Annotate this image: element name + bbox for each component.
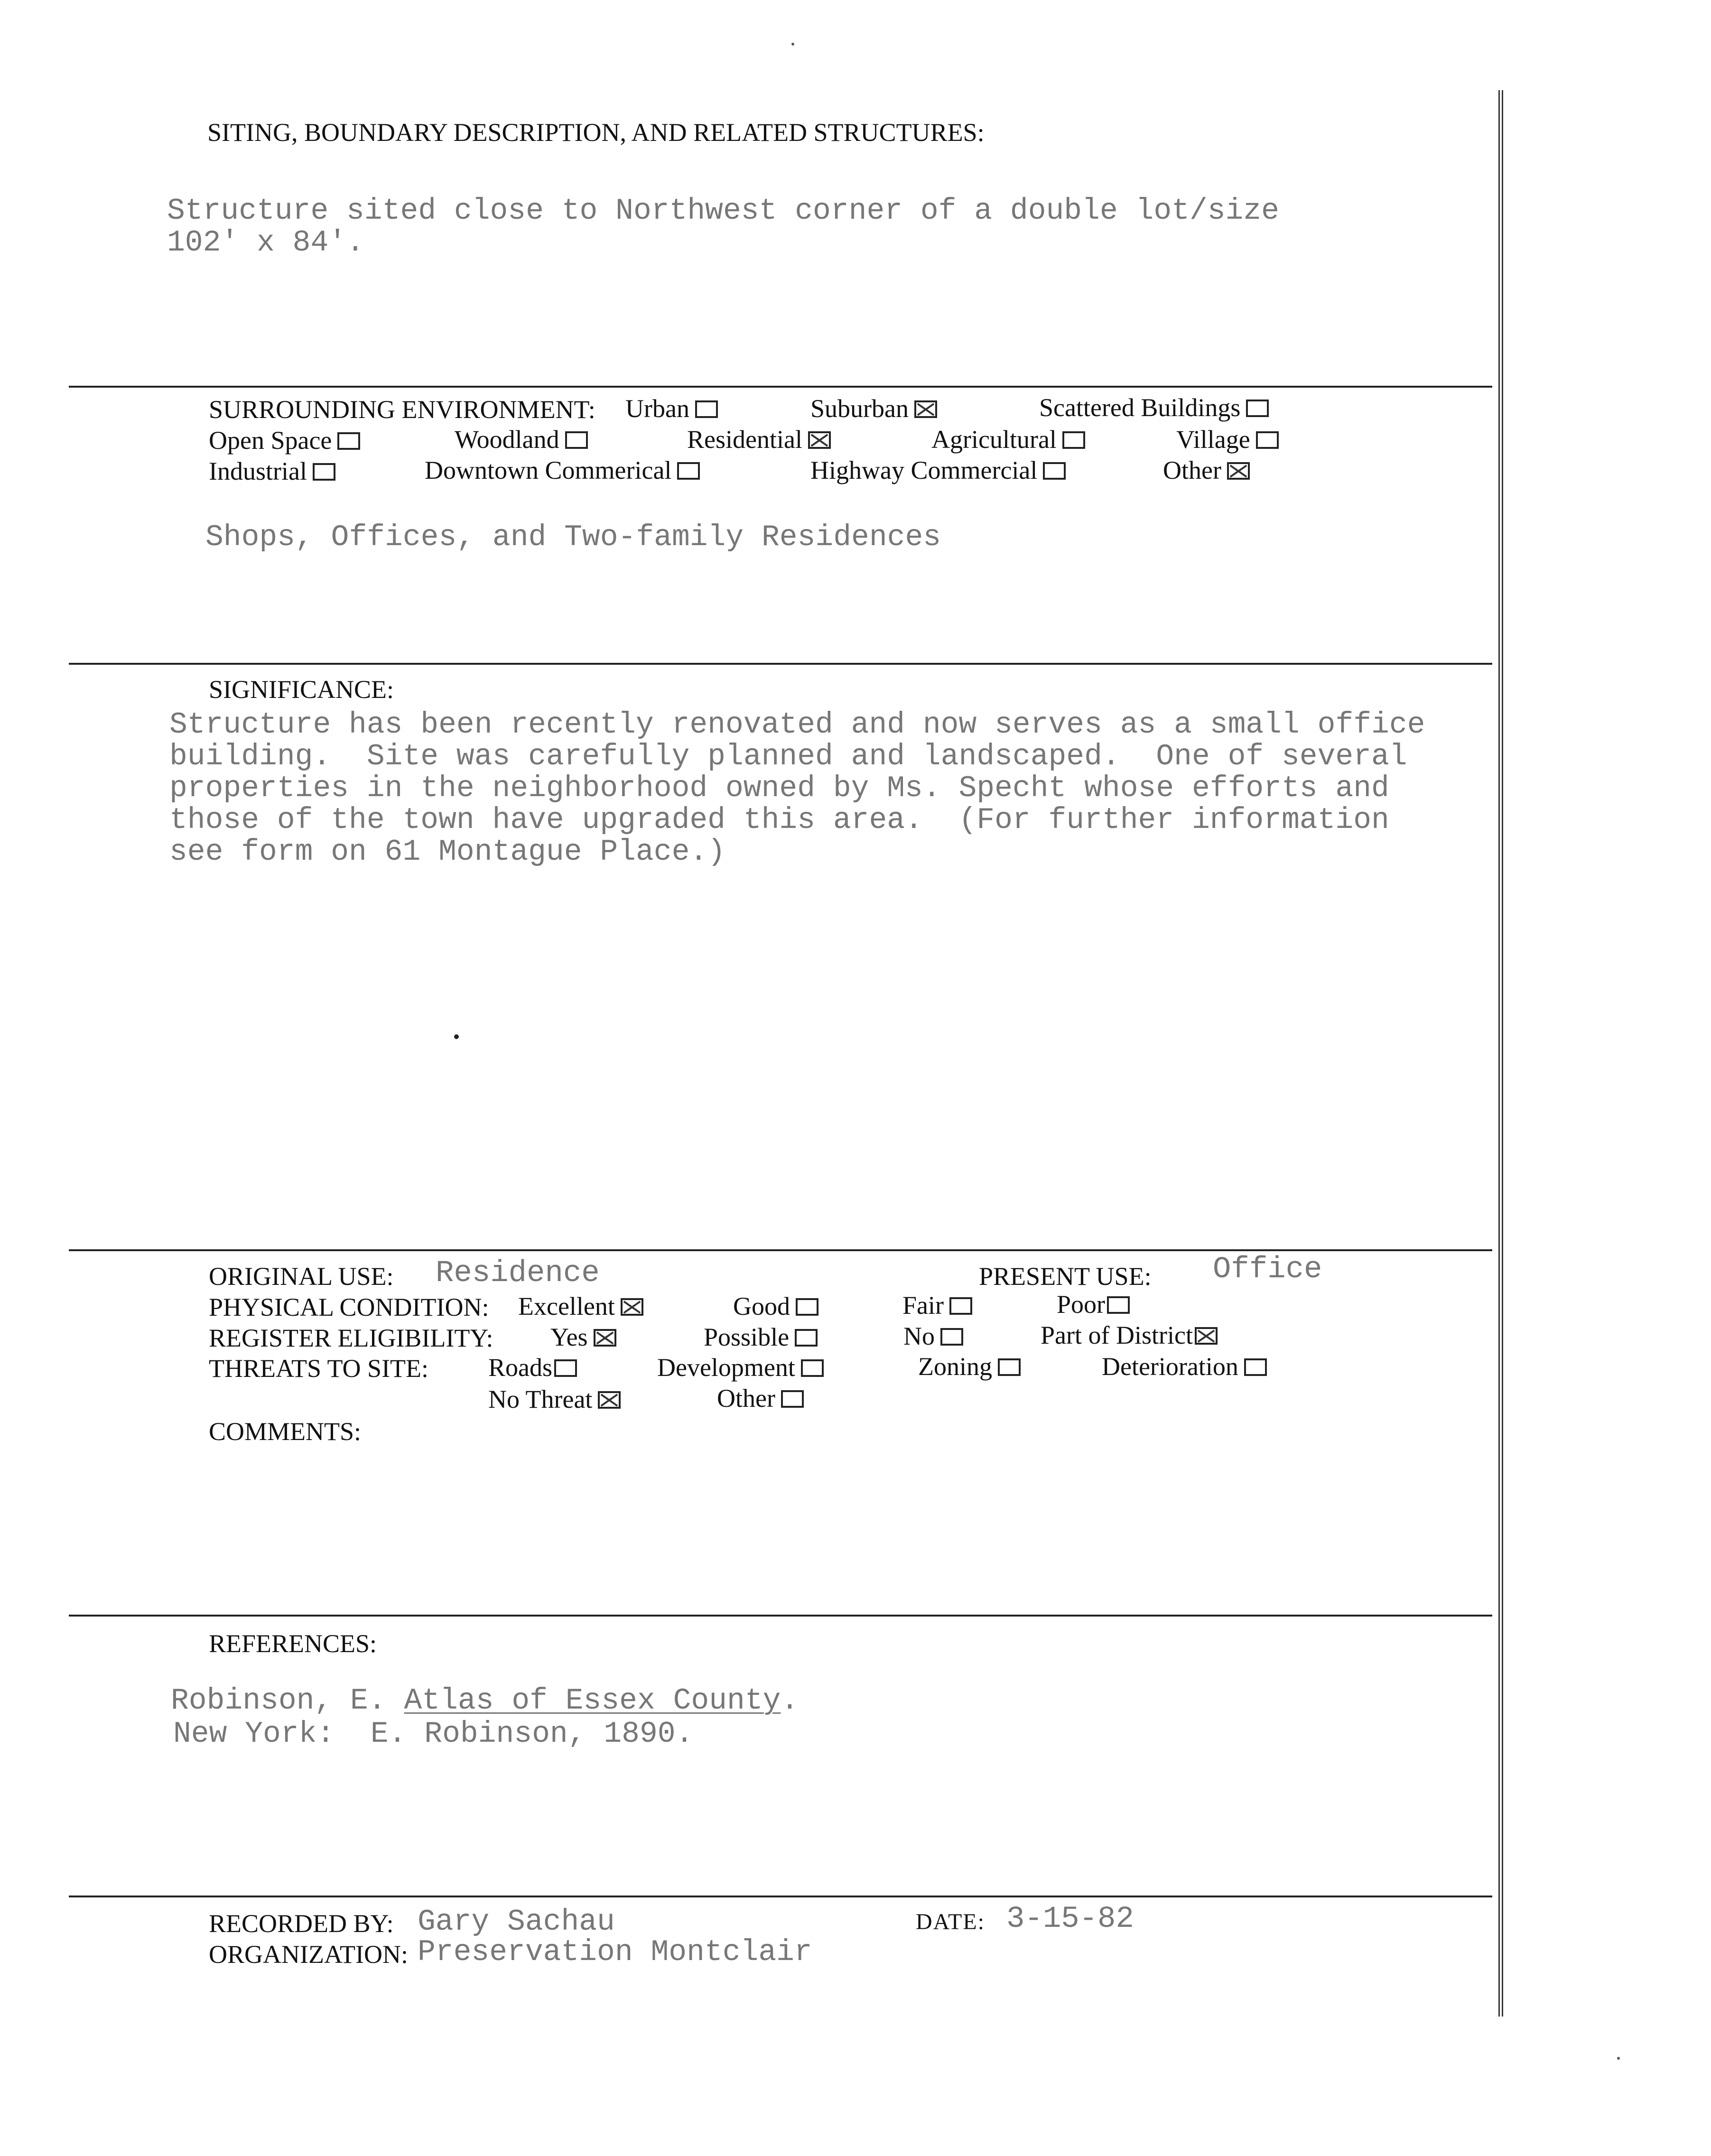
- scan-speck: [791, 43, 794, 46]
- threat-option-zoning[interactable]: Zoning: [918, 1354, 1021, 1379]
- right-margin-rule-inner: [1502, 90, 1503, 2017]
- reference-title: Atlas of Essex County: [404, 1684, 781, 1718]
- section-divider-references: [69, 1896, 1492, 1897]
- environment-heading: SURROUNDING ENVIRONMENT:: [209, 395, 595, 424]
- register-eligibility-label: REGISTER ELIGIBILITY:: [209, 1324, 493, 1352]
- organization-value: Preservation Montclair: [418, 1935, 812, 1969]
- date-value: 3-15-82: [1006, 1902, 1134, 1936]
- threat-checkbox-zoning[interactable]: [998, 1358, 1021, 1376]
- threat-checkbox-roads[interactable]: [554, 1359, 577, 1377]
- threats-label: THREATS TO SITE:: [209, 1354, 429, 1383]
- siting-line-2: 102' x 84'.: [167, 226, 364, 260]
- env-checkbox-scattered-buildings[interactable]: [1246, 400, 1269, 417]
- present-use-label: PRESENT USE:: [979, 1262, 1152, 1291]
- significance-line: Structure has been recently renovated and now serves as a small office: [169, 708, 1425, 742]
- env-option-highway-commercial[interactable]: Highway Commercial: [810, 457, 1066, 483]
- section-divider-use: [69, 1615, 1492, 1617]
- reference-line-2: New York: E. Robinson, 1890.: [173, 1717, 694, 1751]
- env-checkbox-open-space[interactable]: [337, 432, 360, 450]
- eligibility-option-yes[interactable]: Yes: [550, 1324, 616, 1350]
- env-checkbox-village[interactable]: [1256, 431, 1279, 449]
- comments-label: COMMENTS:: [209, 1417, 362, 1446]
- env-option-suburban[interactable]: Suburban: [810, 396, 937, 421]
- threat-option-no-threat[interactable]: No Threat: [488, 1386, 621, 1412]
- section-divider-significance: [69, 1249, 1492, 1251]
- condition-option-excellent[interactable]: Excellent: [518, 1293, 643, 1319]
- siting-heading: SITING, BOUNDARY DESCRIPTION, AND RELATED STRUCTURES:: [207, 118, 985, 147]
- physical-condition-label: PHYSICAL CONDITION:: [209, 1293, 489, 1321]
- scan-speck: [1617, 2057, 1620, 2060]
- env-checkbox-highway-commercial[interactable]: [1043, 462, 1066, 480]
- section-divider-siting: [69, 386, 1492, 388]
- organization-label: ORGANIZATION:: [209, 1940, 408, 1969]
- condition-checkbox-fair[interactable]: [949, 1297, 972, 1315]
- eligibility-option-possible[interactable]: Possible: [704, 1324, 818, 1350]
- env-option-agricultural[interactable]: Agricultural: [931, 427, 1085, 452]
- condition-option-fair[interactable]: Fair: [902, 1292, 972, 1318]
- env-option-other[interactable]: Other: [1163, 457, 1250, 483]
- env-checkbox-agricultural[interactable]: [1062, 431, 1085, 449]
- present-use-value: Office: [1213, 1253, 1322, 1287]
- condition-checkbox-good[interactable]: [796, 1298, 818, 1316]
- env-checkbox-suburban[interactable]: [914, 400, 937, 418]
- section-divider-environment: [69, 663, 1492, 665]
- significance-line: those of the town have upgraded this area. (For further information: [169, 803, 1389, 837]
- threat-checkbox-no-threat[interactable]: [598, 1391, 621, 1409]
- env-checkbox-downtown-commerical[interactable]: [677, 462, 700, 480]
- threat-checkbox-deterioration[interactable]: [1244, 1358, 1267, 1376]
- references-heading: REFERENCES:: [209, 1629, 377, 1658]
- env-checkbox-urban[interactable]: [695, 400, 718, 418]
- original-use-value: Residence: [436, 1256, 600, 1291]
- significance-text: [169, 709, 1425, 868]
- threat-option-roads[interactable]: Roads: [488, 1355, 577, 1380]
- significance-line: see form on 61 Montague Place.): [169, 835, 725, 869]
- env-checkbox-woodland[interactable]: [565, 431, 588, 449]
- scan-speck: [454, 1034, 459, 1039]
- env-option-downtown-commerical[interactable]: Downtown Commerical: [425, 457, 700, 483]
- significance-line: properties in the neighborhood owned by Ms. Specht whose efforts and: [169, 771, 1389, 805]
- significance-line: building. Site was carefully planned and landscaped. One of several: [169, 740, 1407, 773]
- environment-other-text: Shops, Offices, and Two-family Residences: [205, 520, 941, 554]
- env-checkbox-other[interactable]: [1227, 462, 1250, 480]
- eligibility-checkbox-yes[interactable]: [594, 1329, 616, 1347]
- condition-option-good[interactable]: Good: [733, 1293, 818, 1319]
- condition-checkbox-excellent[interactable]: [621, 1298, 643, 1316]
- env-option-industrial[interactable]: Industrial: [209, 458, 335, 484]
- reference-line-1: [171, 1686, 799, 1716]
- reference-title-end: .: [781, 1684, 799, 1718]
- threat-checkbox-development[interactable]: [801, 1359, 824, 1377]
- env-option-woodland[interactable]: Woodland: [455, 427, 588, 452]
- env-option-urban[interactable]: Urban: [625, 396, 718, 421]
- env-checkbox-residential[interactable]: [808, 431, 831, 449]
- eligibility-option-no[interactable]: No: [903, 1323, 963, 1349]
- right-margin-rule: [1498, 90, 1500, 2017]
- condition-option-poor[interactable]: Poor: [1057, 1292, 1130, 1317]
- significance-heading: SIGNIFICANCE:: [209, 675, 394, 704]
- eligibility-checkbox-no[interactable]: [940, 1328, 963, 1346]
- threat-option-deterioration[interactable]: Deterioration: [1102, 1354, 1267, 1379]
- env-option-village[interactable]: Village: [1176, 427, 1279, 452]
- recorded-by-label: RECORDED BY:: [209, 1909, 394, 1938]
- condition-checkbox-poor[interactable]: [1107, 1296, 1130, 1314]
- threat-option-development[interactable]: Development: [657, 1355, 824, 1380]
- eligibility-checkbox-possible[interactable]: [795, 1329, 818, 1347]
- recorded-by-value: Gary Sachau: [418, 1905, 615, 1939]
- threat-checkbox-other[interactable]: [781, 1390, 804, 1408]
- env-option-residential[interactable]: Residential: [687, 427, 831, 452]
- eligibility-checkbox-part-of-district[interactable]: [1195, 1327, 1218, 1345]
- reference-author: Robinson, E.: [171, 1684, 386, 1718]
- env-option-scattered-buildings[interactable]: Scattered Buildings: [1039, 395, 1269, 420]
- siting-line-1: Structure sited close to Northwest corner of a double lot/size: [167, 194, 1279, 228]
- date-label: DATE:: [916, 1909, 985, 1934]
- env-option-open-space[interactable]: Open Space: [209, 427, 360, 453]
- eligibility-option-part-of-district[interactable]: Part of District: [1041, 1322, 1218, 1348]
- original-use-label: ORIGINAL USE:: [209, 1262, 394, 1291]
- threat-option-other[interactable]: Other: [717, 1385, 804, 1411]
- env-checkbox-industrial[interactable]: [313, 463, 335, 481]
- siting-text: [167, 195, 1279, 259]
